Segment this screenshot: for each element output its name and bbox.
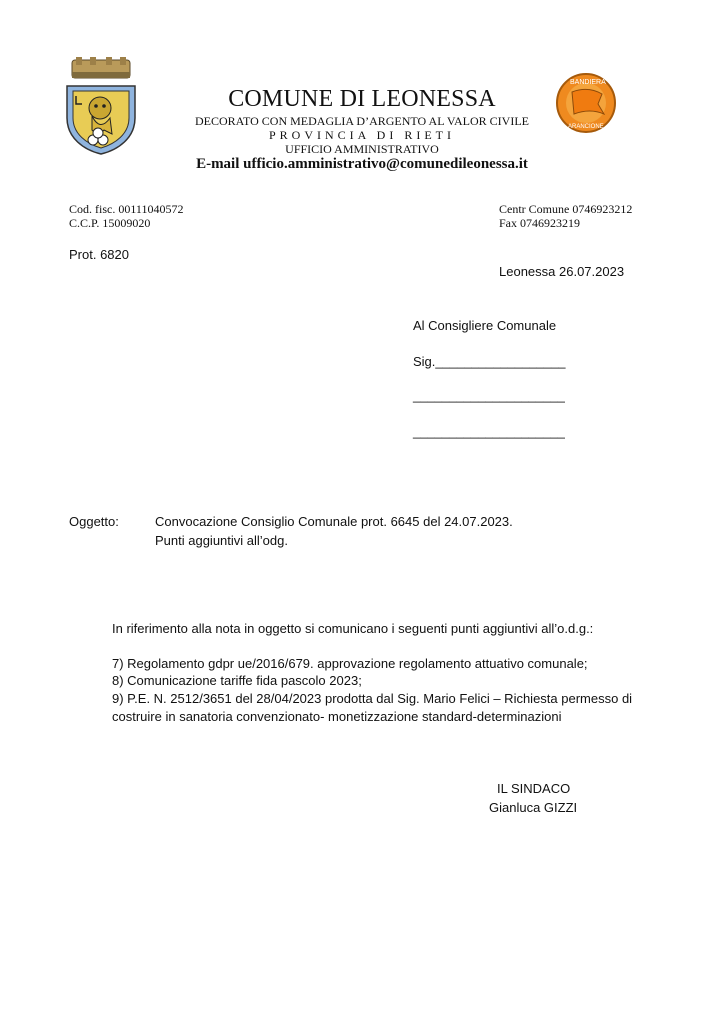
email-line: E-mail ufficio.amministrativo@comunedileonessa.it (196, 156, 528, 172)
signature-name: Gianluca GIZZI (489, 800, 578, 815)
recipient-blank-line-1: _____________________ (413, 388, 565, 403)
signature-title: IL SINDACO (497, 781, 571, 796)
page-title: COMUNE DI LEONESSA (228, 86, 496, 112)
subject-label: Oggetto: (69, 514, 119, 529)
recipient-sig-line: Sig.__________________ (413, 354, 566, 369)
badge-text-bottom: ARANCIONE (568, 124, 604, 130)
agenda-item-8: 8) Comunicazione tariffe fida pascolo 2023; (112, 673, 362, 688)
ccp-code: C.C.P. 15009020 (69, 216, 151, 230)
subtitle-office: UFFICIO AMMINISTRATIVO (285, 142, 439, 156)
agenda-item-7: 7) Regolamento gdpr ue/2016/679. approvazione regolamento attuativo comunale; (112, 656, 588, 671)
fax-number: Fax 0746923219 (499, 216, 580, 230)
subtitle-province: PROVINCIA DI RIETI (269, 128, 455, 142)
intro-paragraph: In riferimento alla nota in oggetto si comunicano i seguenti punti aggiuntivi all’o.d.g.: (112, 621, 594, 636)
subtitle-medal: DECORATO CON MEDAGLIA D’ARGENTO AL VALOR CIVILE (194, 114, 529, 128)
coat-of-arms-logo (62, 56, 140, 156)
central-phone: Centr Comune 0746923212 (499, 202, 633, 216)
subject-line-1: Convocazione Consiglio Comunale prot. 6645 del 24.07.2023. (155, 514, 513, 529)
subject-line-2: Punti aggiuntivi all’odg. (155, 533, 288, 548)
fiscal-code: Cod. fisc. 00111040572 (69, 202, 184, 216)
agenda-item-9-line-2: costruire in sanatoria convenzionato- monetizzazione standard-determinazioni (112, 709, 562, 724)
badge-text-top: BANDIERA (570, 79, 606, 86)
place-date: Leonessa 26.07.2023 (499, 264, 625, 279)
recipient-label: Al Consigliere Comunale (413, 318, 557, 333)
recipient-blank-line-2: _____________________ (413, 424, 565, 439)
agenda-item-9-line-1: 9) P.E. N. 2512/3651 del 28/04/2023 prodotta dal Sig. Mario Felici – Richiesta permesso di (112, 691, 633, 706)
protocol-number: Prot. 6820 (69, 247, 129, 262)
bandiera-arancione-logo (552, 72, 634, 134)
